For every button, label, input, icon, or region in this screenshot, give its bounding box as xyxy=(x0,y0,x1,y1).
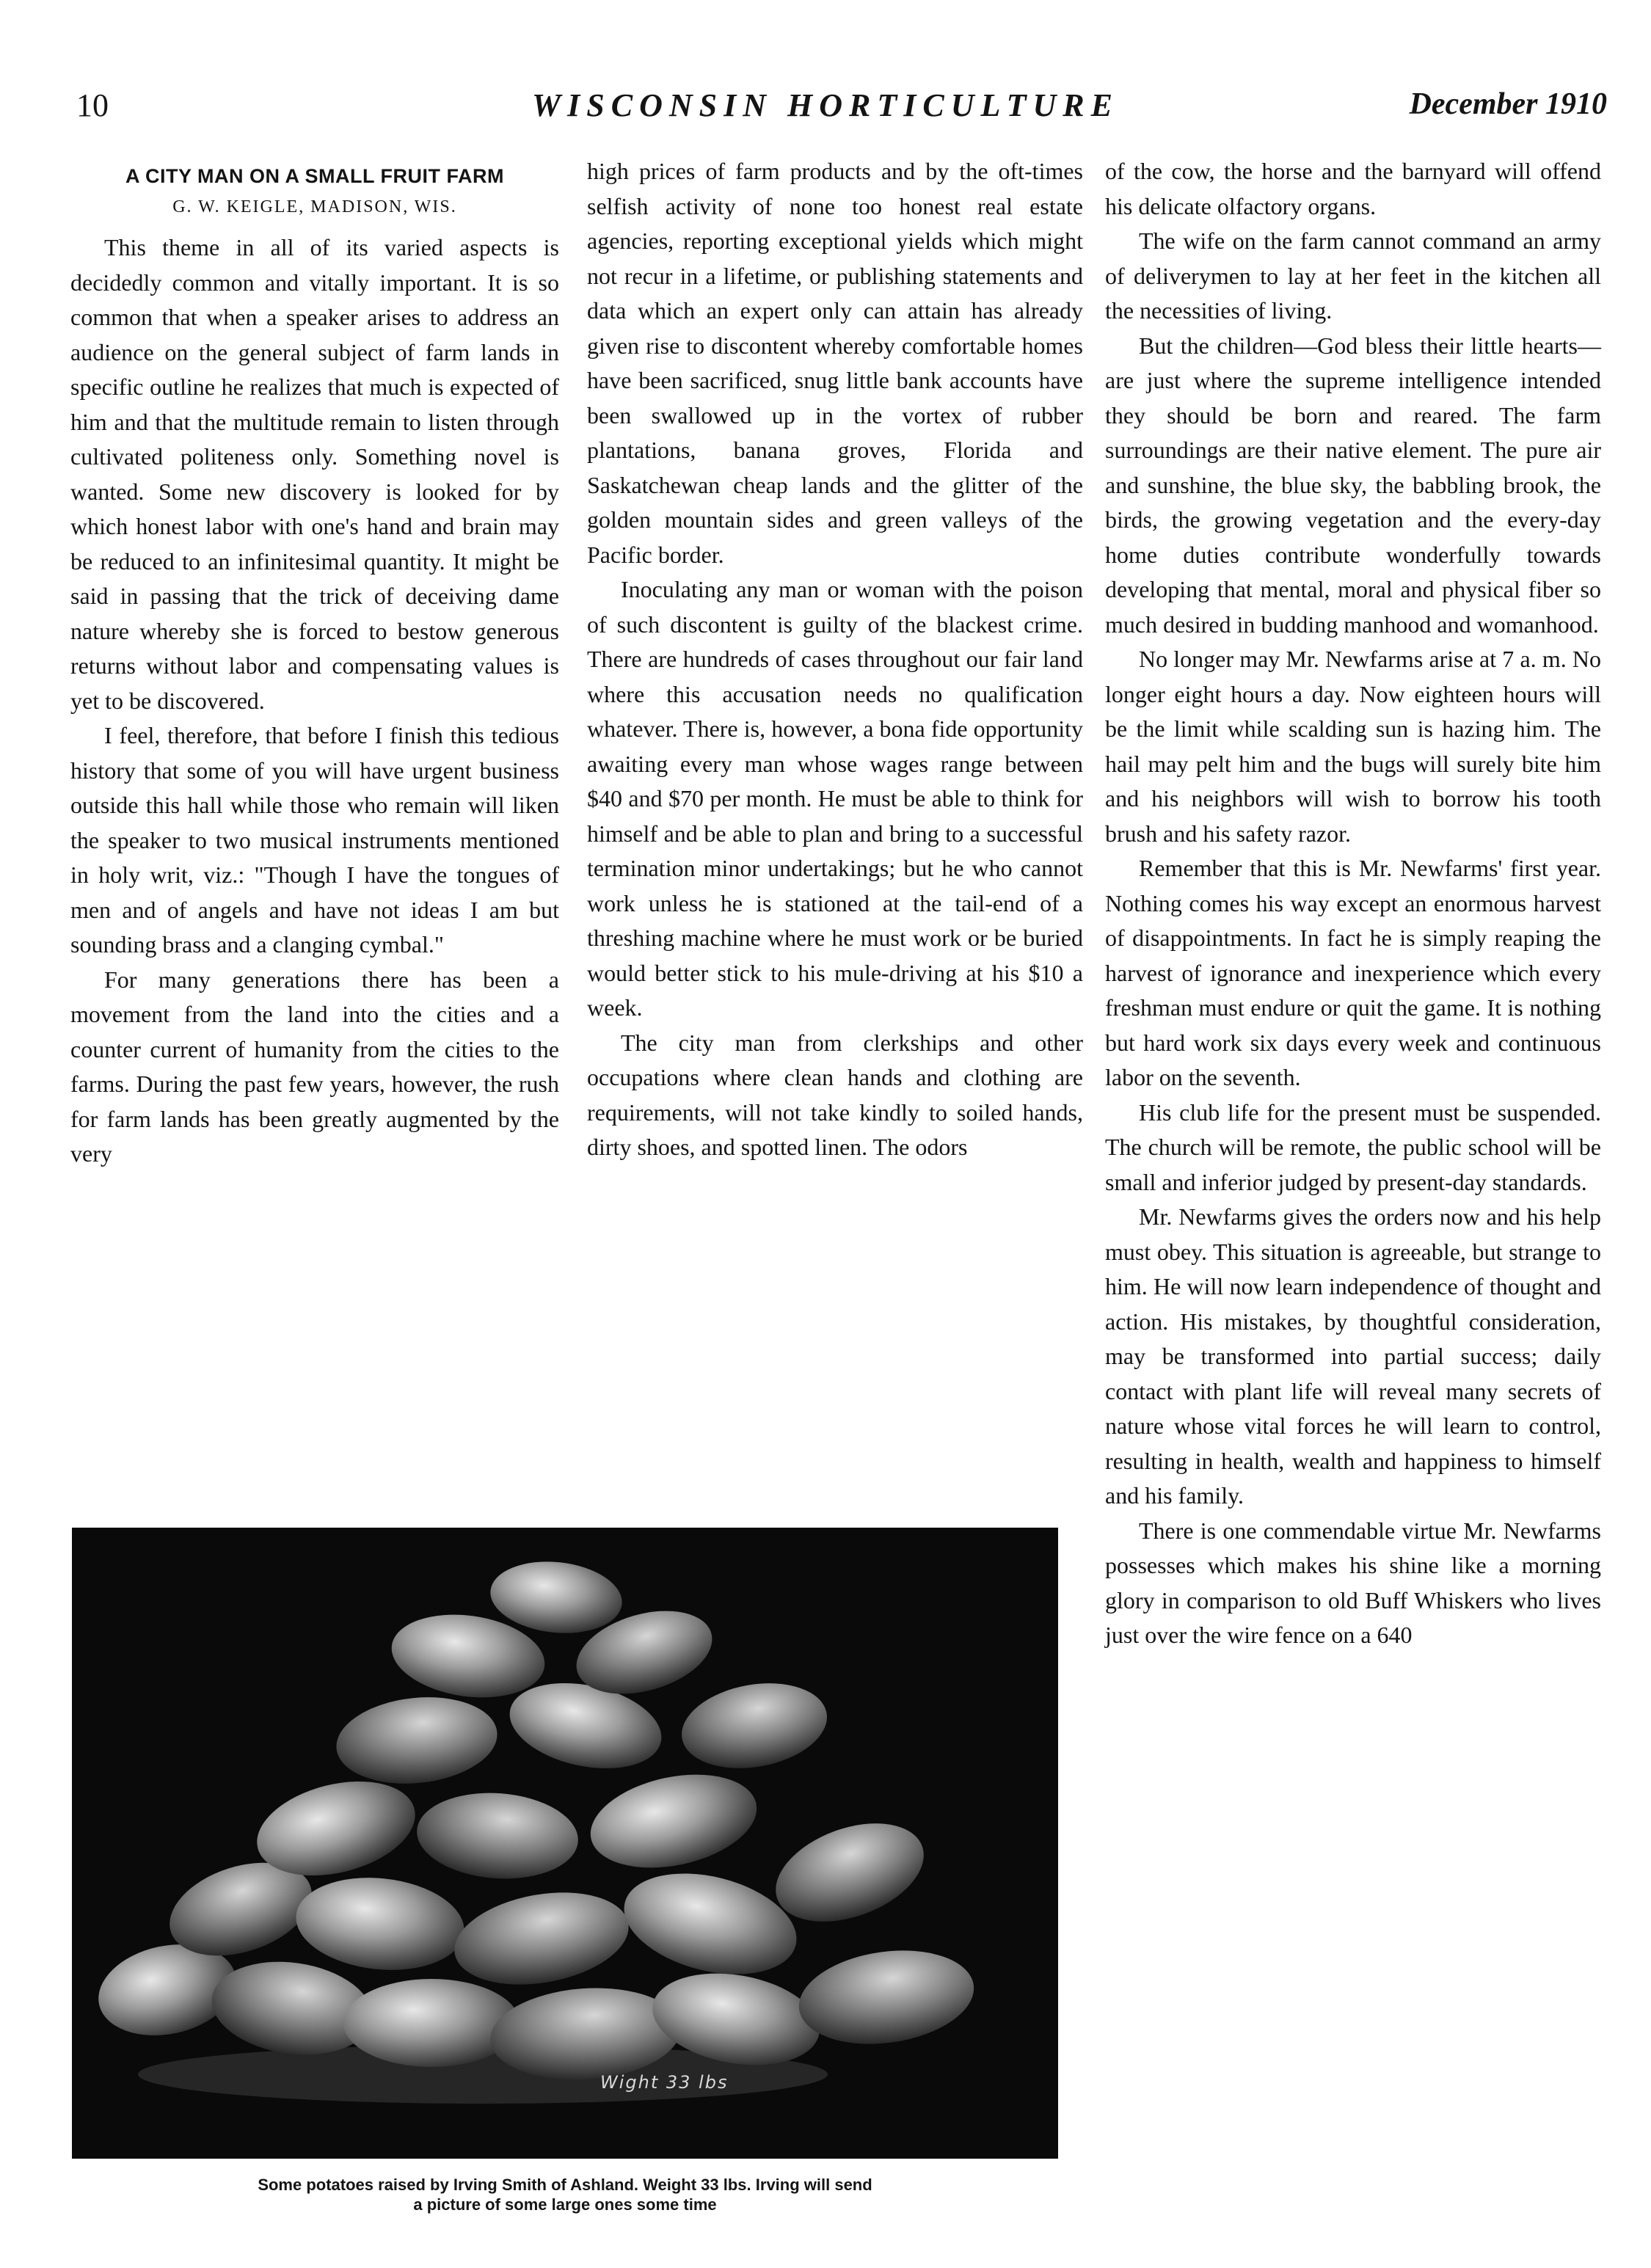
journal-title: WISCONSIN HORTICULTURE xyxy=(532,87,1119,123)
paragraph: There is one commendable virtue Mr. Newfarms possesses which makes his shine like a morning glory in comparison to old Buff Whiskers who lives just over the wire fence on a 640 xyxy=(1105,1517,1601,1648)
text-column-3 xyxy=(1105,154,1601,1653)
paragraph: But the children—God bless their little hearts—are just where the supreme intelligence intended they should be born and reared. The farm surroundings are their native element. The pure air and sunshine, the blue sky, the babbling brook, the birds, the growing vegetation and the every-day home duties contribute wonderfully towards developing that mental, moral and physical fiber so much desired in budding manhood and womanhood. xyxy=(1105,332,1601,638)
text-column-2 xyxy=(587,154,1083,1165)
paragraph: His club life for the present must be suspended. The church will be remote, the public school will be small and inferior judged by present-day standards. xyxy=(1105,1098,1601,1195)
article-byline: G. W. KEIGLE, MADISON, WIS. xyxy=(172,197,457,216)
paragraph: of the cow, the horse and the barnyard will offend his delicate olfactory organs. xyxy=(1105,158,1601,219)
paragraph: I feel, therefore, that before I finish this tedious history that some of you will have urgent business outside this hall while those who remain will liken the speaker to two musical instruments mentioned in holy writ, viz.: "Though I have the tongues of men and of angels and have not ideas I am but sounding brass and a clanging cymbal." xyxy=(70,722,559,958)
paragraph: Remember that this is Mr. Newfarms' first year. Nothing comes his way except an enormous harvest of disappointments. In fact he is simply reaping the harvest of ignorance and inexperience which every freshman must endure or quit the game. It is nothing but hard work six days every week and continuous labor on the seventh. xyxy=(1105,855,1601,1090)
text-column-1 xyxy=(70,154,559,1172)
paragraph: No longer may Mr. Newfarms arise at 7 a. m. No longer eight hours a day. Now eighteen hours will be the limit while scalding sun is hazing him. The hail may pelt him and the bugs will surely bite him and his neighbors will wish to borrow his tooth brush and his safety razor. xyxy=(1105,646,1601,847)
paragraph: For many generations there has been a movement from the land into the cities and a counter current of humanity from the cities to the farms. During the past few years, however, the rush for farm lands has been greatly augmented by the very xyxy=(70,966,559,1167)
paragraph: Inoculating any man or woman with the poison of such discontent is guilty of the blackest crime. There are hundreds of cases throughout our fair land where this accusation needs no qualification whatever. There is, however, a bona fide opportunity awaiting every man whose wages range between $40 and $70 per month. He must be able to think for himself and be able to plan and bring to a successful termination minor undertakings; but he who cannot work unless he is stationed at the tail-end of a threshing machine where he must work or be buried would better stick to his mule-driving at his $10 a week. xyxy=(587,576,1083,1021)
paragraph: This theme in all of its varied aspects is decidedly common and vitally important. It is so common that when a speaker arises to address an audience on the general subject of farm lands in specific outline he realizes that much is expected of him and that the multitude remain to listen through cultivated politeness only. Something novel is wanted. Some new discovery is looked for by which honest labor with one's hand and brain may be reduced to an infinitesimal quantity. It might be said in passing that the trick of deceiving dame nature whereby she is forced to bestow generous returns without labor and compensating values is yet to be discovered. xyxy=(70,234,559,714)
issue-date: December 1910 xyxy=(1409,87,1607,121)
potato xyxy=(343,1979,520,2067)
paragraph: high prices of farm products and by the oft-times selfish activity of none too honest real estate agencies, reporting exceptional yields which might not recur in a lifetime, or publishing statements and data which an expert only can attain has already given rise to discontent whereby comfortable homes have been sacrificed, snug little bank accounts have been swallowed up in the vortex of rubber plantations, banana groves, Florida and Saskatchewan cheap lands and the glitter of the golden mountain sides and green valleys of the Pacific border. xyxy=(587,158,1083,568)
caption-line: Some potatoes raised by Irving Smith of Ashland. Weight 33 lbs. Irving will send xyxy=(258,2176,872,2194)
potato-photograph xyxy=(72,1528,1058,2159)
photo-handwritten-label: Wight 33 lbs xyxy=(600,2072,729,2093)
paragraph: The wife on the farm cannot command an army of deliverymen to lay at her feet in the kitchen all the necessities of living. xyxy=(1105,227,1601,324)
potato-pile-image xyxy=(72,1528,1058,2159)
caption-line: a picture of some large ones some time xyxy=(413,2195,717,2214)
photo-caption xyxy=(72,2175,1058,2214)
article-title: A CITY MAN ON A SMALL FRUIT FARM xyxy=(125,165,504,187)
paragraph: The city man from clerkships and other occupations where clean hands and clothing are requirements, will not take kindly to soiled hands, dirty shoes, and spotted linen. The odors xyxy=(587,1029,1083,1160)
paragraph: Mr. Newfarms gives the orders now and his help must obey. This situation is agreeable, but strange to him. He will now learn independence of thought and action. His mistakes, by thoughtful consideration, may be transformed into partial success; daily contact with plant life will reveal many secrets of nature whose vital forces he will learn to control, resulting in health, wealth and happiness to himself and his family. xyxy=(1105,1203,1601,1509)
page-number: 10 xyxy=(76,87,109,123)
